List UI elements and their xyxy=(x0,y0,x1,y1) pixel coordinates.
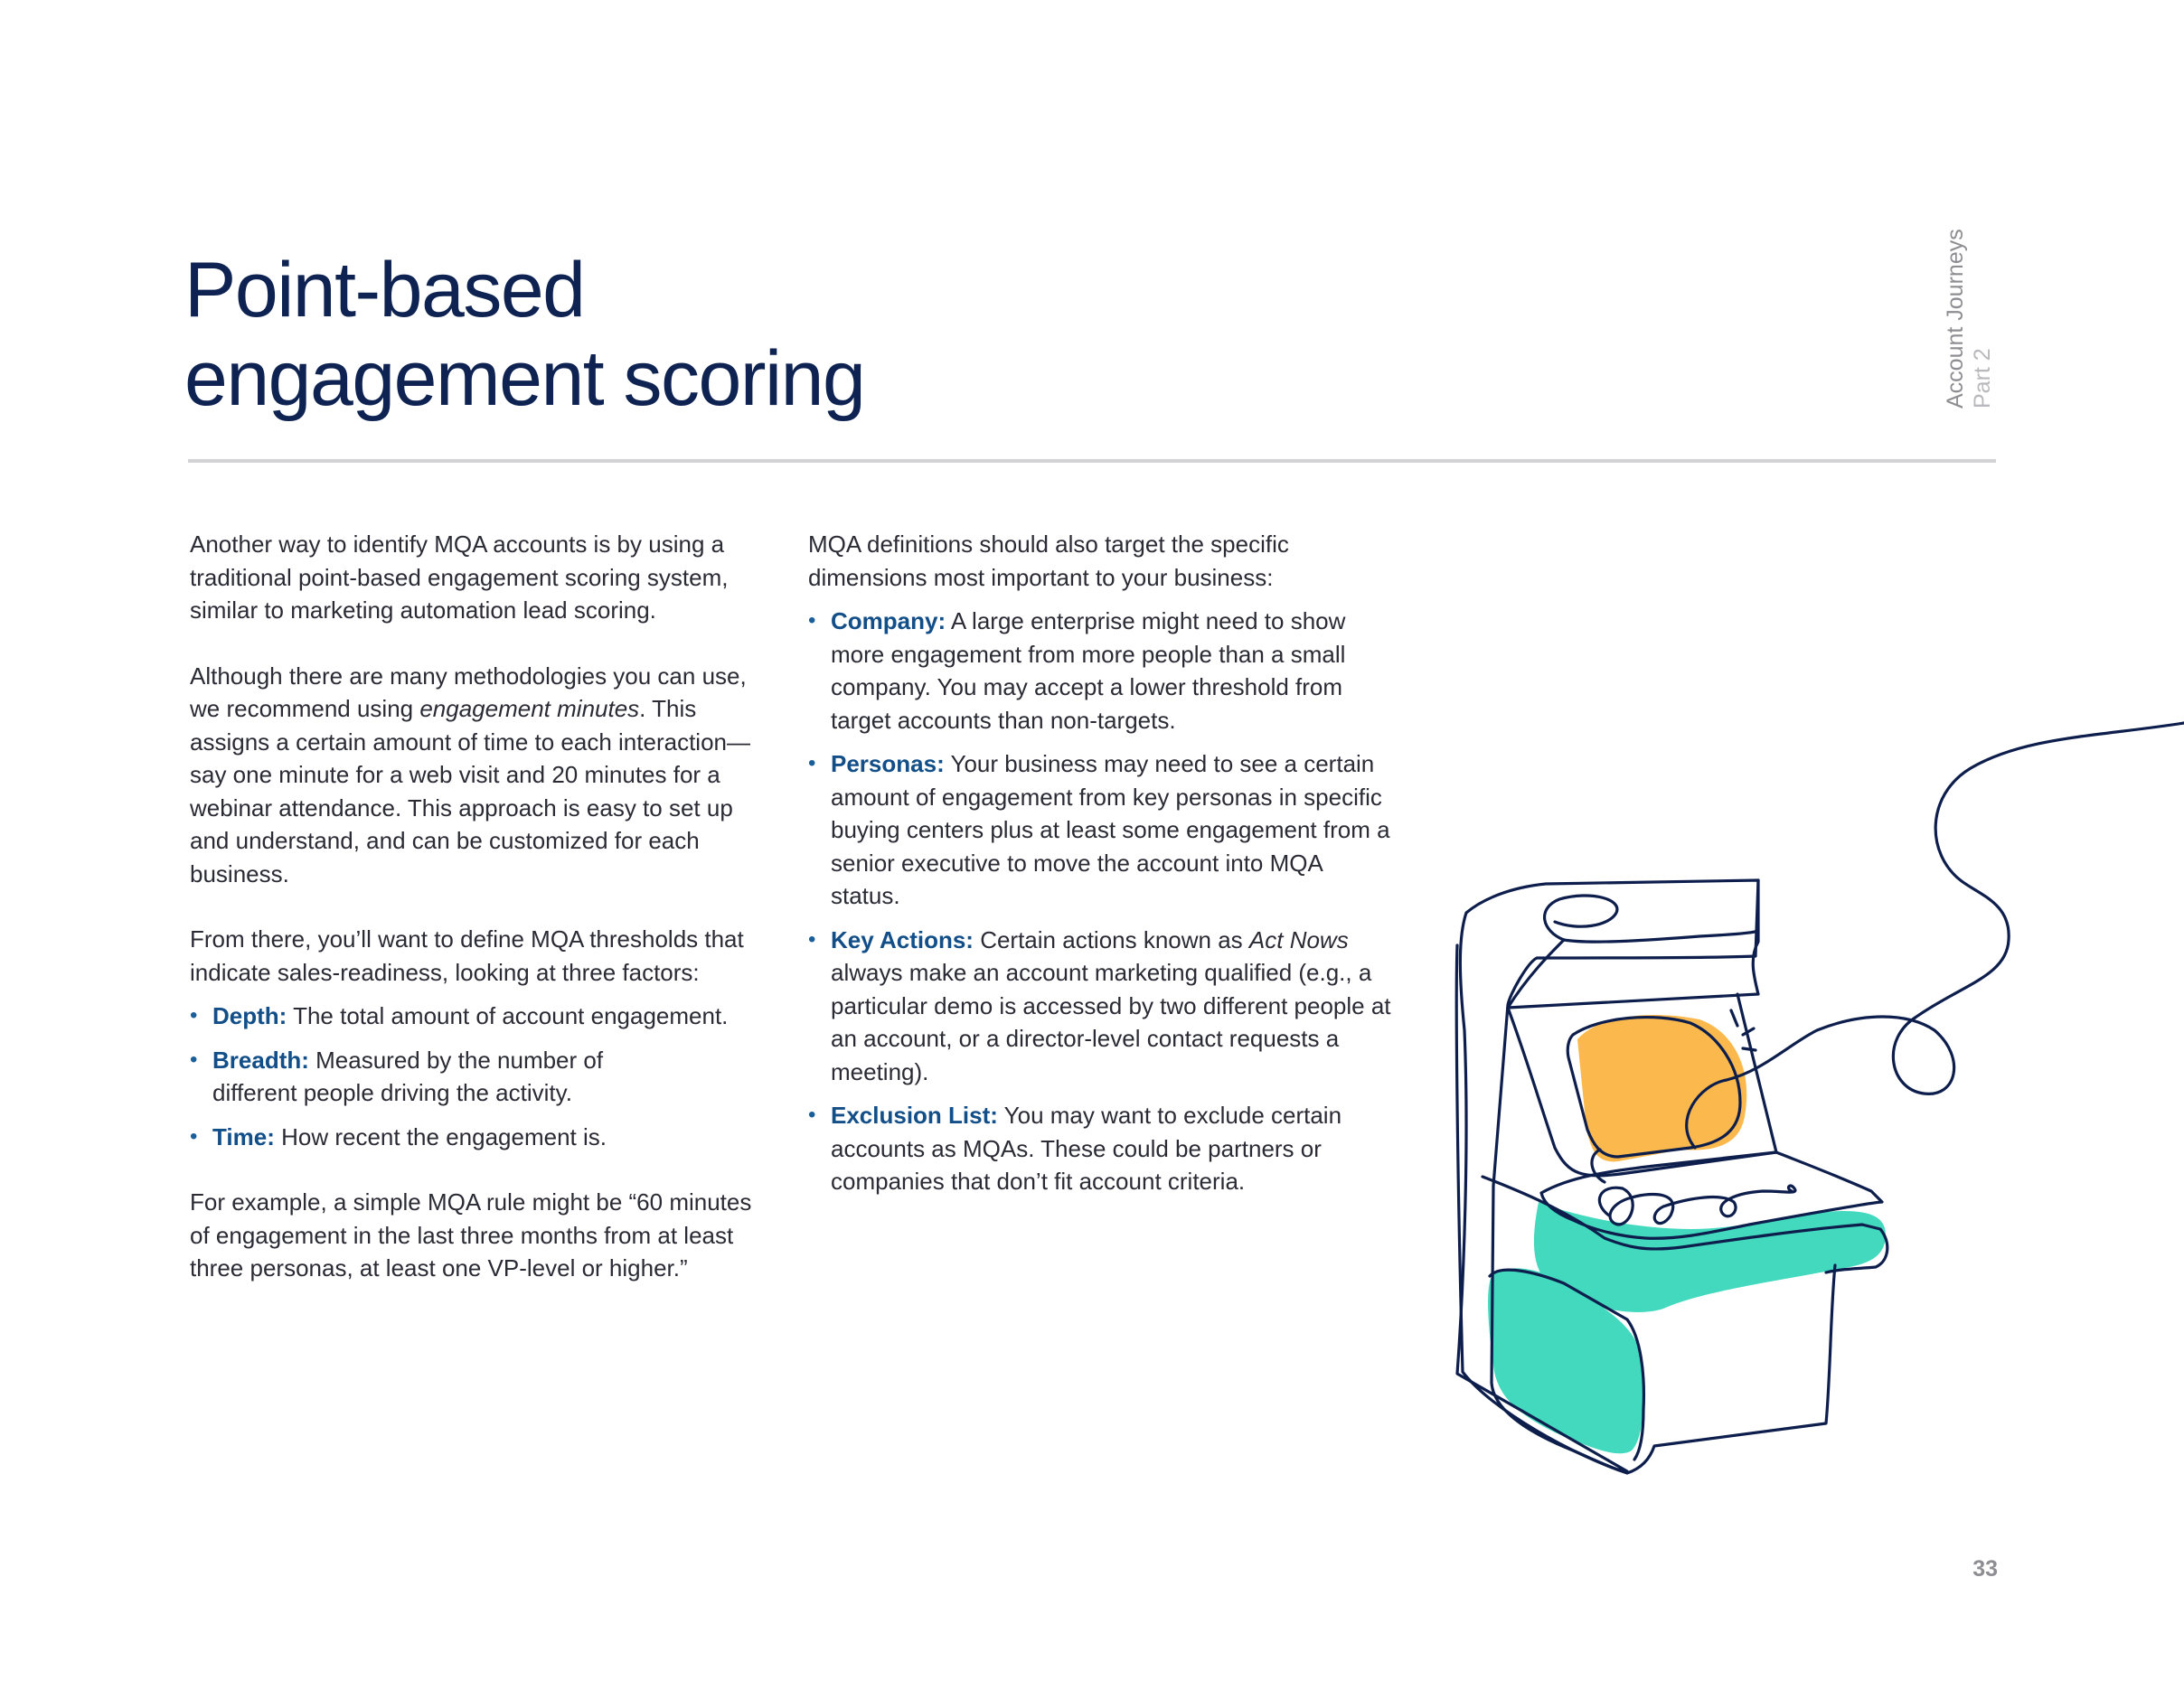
page-number: 33 xyxy=(1972,1556,1998,1582)
paragraph-example: For example, a simple MQA rule might be “60 minutes of engagement in the last three months from at least three personas, at least one VP-level or higher.” xyxy=(190,1188,752,1282)
page-title xyxy=(184,246,864,423)
factor-text: The total amount of account engagement. xyxy=(287,1002,729,1029)
dimension-text: A large enterprise might need to show more engagement from more people than a small company. You may accept a lower threshold from target accounts than non-targets. xyxy=(831,607,1346,734)
list-item xyxy=(190,1000,777,1033)
title-line-2: engagement scoring xyxy=(184,335,865,422)
paragraph-thresholds: From there, you’ll want to define MQA thresholds that indicate sales-readiness, looking at three factors: xyxy=(190,925,744,986)
factor-text: How recent the engagement is. xyxy=(274,1122,607,1150)
dimensions-list xyxy=(808,605,1396,1198)
paragraph-methodology xyxy=(190,660,777,891)
list-item xyxy=(808,1099,1396,1198)
section-part: Part 2 xyxy=(1970,348,1995,408)
title-divider xyxy=(188,459,1996,463)
paragraph-methodology-text-1: Although there are many methodologies you can use, we recommend using xyxy=(190,662,747,722)
dimension-text: You may want to exclude certain accounts as MQAs. These could be partners or companies that don’t fit account criteria. xyxy=(831,1102,1342,1195)
factors-list xyxy=(190,1000,777,1153)
title-line-1: Point-based xyxy=(184,247,585,333)
dimension-term: Personas: xyxy=(831,750,945,777)
bullet: • xyxy=(190,1123,198,1149)
bullet: • xyxy=(190,1047,198,1072)
factor-term: Time: xyxy=(212,1122,275,1150)
paragraph-dimensions-intro: MQA definitions should also target the specific dimensions most important to your business: xyxy=(808,530,1289,591)
section-title: Account Journeys xyxy=(1943,229,1968,408)
bullet: • xyxy=(808,751,816,775)
factor-term: Breadth: xyxy=(212,1046,309,1074)
dimension-text: Certain actions known as xyxy=(973,925,1249,953)
engagement-minutes-emphasis: engagement minutes xyxy=(419,695,640,722)
paragraph-intro: Another way to identify MQA accounts is by using a traditional point-based engagement scoring system, similar to marketing automation lead scoring. xyxy=(190,530,729,624)
left-column xyxy=(190,528,777,1285)
list-item xyxy=(808,747,1396,913)
section-label xyxy=(1942,210,1995,408)
factor-term: Depth: xyxy=(212,1002,287,1029)
bullet: • xyxy=(190,1003,198,1028)
list-item xyxy=(808,924,1396,1089)
dimension-text: always make an account marketing qualified (e.g., a particular demo is accessed by two different people at an account, or a director-level contact requests a meeting). xyxy=(831,959,1391,1085)
dimension-term: Exclusion List: xyxy=(831,1102,998,1129)
list-item xyxy=(808,605,1396,737)
bullet: • xyxy=(808,1103,816,1127)
dimension-text: Your business may need to see a certain amount of engagement from key personas in specific buying centers plus at least some engagement from a senior executive to move the account into MQA status. xyxy=(831,750,1390,909)
list-item xyxy=(190,1121,777,1154)
dimension-term: Key Actions: xyxy=(831,925,974,953)
bullet: • xyxy=(808,926,816,952)
right-column xyxy=(808,528,1396,1209)
dimension-term: Company: xyxy=(831,607,946,634)
act-nows-emphasis: Act Nows xyxy=(1248,925,1349,953)
arcade-machine-icon xyxy=(1428,714,2184,1482)
factor-text: Measured by the number of different people driving the activity. xyxy=(212,1046,604,1106)
bullet: • xyxy=(808,608,816,633)
list-item xyxy=(190,1044,777,1110)
paragraph-methodology-text-2: . This assigns a certain amount of time to each interaction— say one minute for a web visit and 20 minutes for a webinar attendance. This approach is easy to set up and understand, and can be customized for each business. xyxy=(190,695,750,887)
